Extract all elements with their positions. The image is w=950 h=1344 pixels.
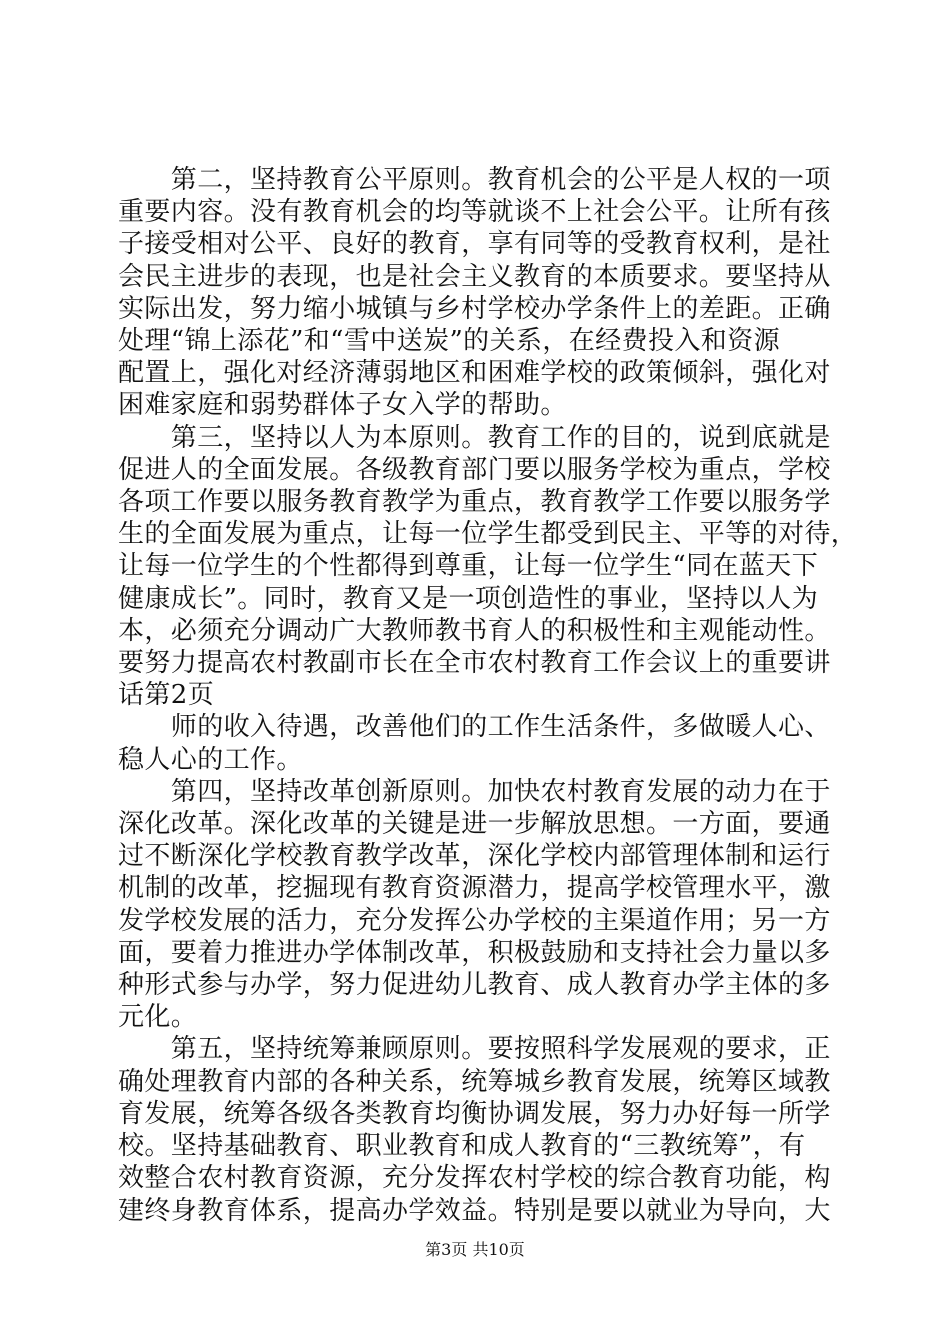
text-line: 促进人的全面发展。各级教育部门要以服务学校为重点，学校: [118, 454, 831, 485]
text-line: 各项工作要以服务教育教学为重点，教育教学工作要以服务学: [118, 487, 831, 518]
text-line: 第三，坚持以人为本原则。教育工作的目的，说到底就是: [118, 422, 831, 453]
text-line: 建终身教育体系，提高办学效益。特别是要以就业为导向，大: [118, 1195, 831, 1226]
text-line: 过不断深化学校教育教学改革，深化学校内部管理体制和运行: [118, 841, 831, 872]
text-line: 第五，坚持统筹兼顾原则。要按照科学发展观的要求，正: [118, 1034, 831, 1065]
text-line: 育发展，统筹各级各类教育均衡协调发展，努力办好每一所学: [118, 1098, 831, 1129]
text-line: 第二，坚持教育公平原则。教育机会的公平是人权的一项: [118, 165, 831, 195]
text-line: 要努力提高农村教副市长在全市农村教育工作会议上的重要讲: [118, 648, 831, 679]
text-line: 种形式参与办学，努力促进幼儿教育、成人教育办学主体的多: [118, 970, 831, 1001]
text-line: 稳人心的工作。: [118, 744, 303, 775]
text-line: 元化。: [118, 1002, 198, 1033]
text-line: 生的全面发展为重点，让每一位学生都受到民主、平等的对待，: [118, 519, 858, 550]
text-line: 发学校发展的活力，充分发挥公办学校的主渠道作用；另一方: [118, 905, 831, 936]
text-line: 面，要着力推进办学体制改革，积极鼓励和支持社会力量以多: [118, 937, 831, 968]
text-line: 配置上，强化对经济薄弱地区和困难学校的政策倾斜，强化对: [118, 358, 831, 389]
text-line: 重要内容。没有教育机会的均等就谈不上社会公平。让所有孩: [118, 197, 831, 228]
text-line: 处理“锦上添花”和“雪中送炭”的关系，在经费投入和资源: [118, 326, 780, 357]
text-line: 机制的改革，挖掘现有教育资源潜力，提高学校管理水平，激: [118, 873, 831, 904]
page-footer: 第3页 共10页: [425, 1240, 525, 1259]
text-line: 话第2页: [118, 680, 215, 711]
document-body: [118, 164, 858, 1227]
text-line: 深化改革。深化改革的关键是进一步解放思想。一方面，要通: [118, 809, 831, 840]
text-line: 确处理教育内部的各种关系，统筹城乡教育发展，统筹区域教: [118, 1066, 831, 1097]
text-line: 子接受相对公平、良好的教育，享有同等的受教育权利，是社: [118, 229, 831, 260]
text-line: 本，必须充分调动广大教师教书育人的积极性和主观能动性。: [118, 615, 831, 646]
text-line: 让每一位学生的个性都得到尊重，让每一位学生“同在蓝天下: [118, 551, 819, 582]
text-line: 校。坚持基础教育、职业教育和成人教育的“三教统筹”，有: [118, 1131, 806, 1162]
text-line: 困难家庭和弱势群体子女入学的帮助。: [118, 390, 567, 421]
text-line: 效整合农村教育资源，充分发挥农村学校的综合教育功能，构: [118, 1163, 831, 1194]
text-line: 实际出发，努力缩小城镇与乡村学校办学条件上的差距。正确: [118, 293, 831, 324]
text-line: 第四，坚持改革创新原则。加快农村教育发展的动力在于: [118, 776, 831, 807]
text-line: 健康成长”。同时，教育又是一项创造性的事业，坚持以人为: [118, 583, 819, 614]
text-line: 会民主进步的表现，也是社会主义教育的本质要求。要坚持从: [118, 261, 831, 292]
text-line: 师的收入待遇，改善他们的工作生活条件，多做暖人心、: [118, 712, 831, 743]
